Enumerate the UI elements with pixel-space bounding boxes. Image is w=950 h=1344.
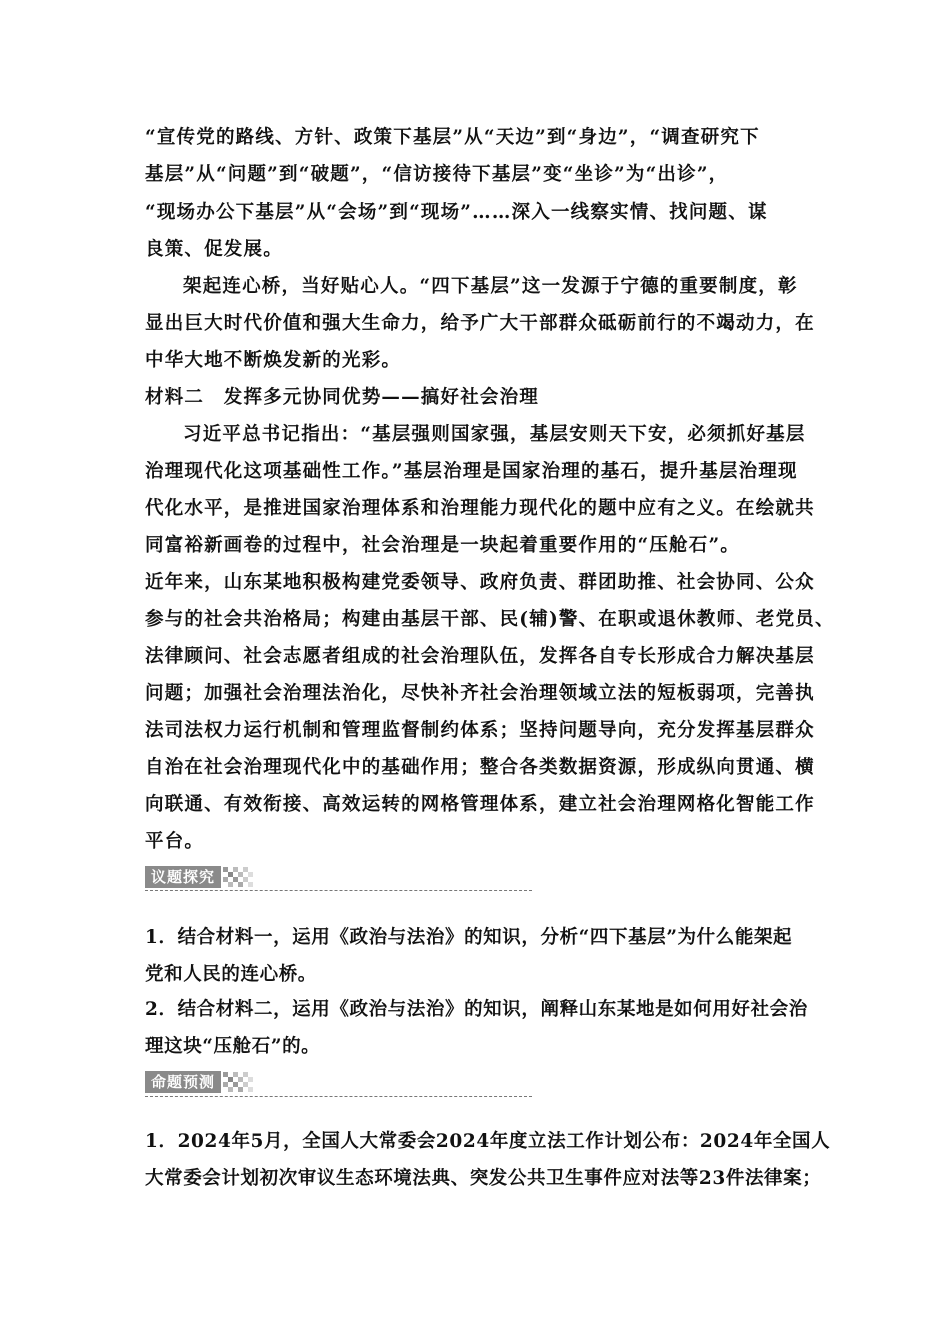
checker-decoration-icon — [223, 867, 253, 887]
section-heading: 材料二 发挥多元协同优势——搞好社会治理 — [145, 387, 540, 408]
section-tag-label: 议题探究 — [145, 866, 221, 888]
question-line: 1．2024年5月，全国人大常委会2024年度立法工作计划公布：2024年全国人 — [145, 1131, 831, 1152]
text-line: 法律顾问、社会志愿者组成的社会治理队伍，发挥各自专长形成合力解决基层 — [145, 646, 815, 667]
section-tag-prediction — [145, 1071, 253, 1093]
text-line: 架起连心桥，当好贴心人。“四下基层”这一发源于宁德的重要制度，彰 — [183, 276, 798, 297]
text-line: 近年来，山东某地积极构建党委领导、政府负责、群团助推、社会协同、公众 — [145, 572, 815, 593]
text-line: 向联通、有效衔接、高效运转的网格管理体系，建立社会治理网格化智能工作 — [145, 794, 815, 815]
divider — [145, 890, 532, 891]
divider — [145, 1096, 532, 1097]
checker-decoration-icon — [223, 1072, 253, 1092]
question-line: 2．结合材料二，运用《政治与法治》的知识，阐释山东某地是如何用好社会治 — [145, 999, 808, 1020]
text-line: “现场办公下基层”从“会场”到“现场”……深入一线察实情、找问题、谋 — [145, 202, 768, 223]
question-line: 理这块“压舱石”的。 — [145, 1036, 321, 1057]
text-line: 自治在社会治理现代化中的基础作用；整合各类数据资源，形成纵向贯通、横 — [145, 757, 815, 778]
question-line: 1．结合材料一，运用《政治与法治》的知识，分析“四下基层”为什么能架起 — [145, 927, 793, 948]
text-line: 中华大地不断焕发新的光彩。 — [145, 350, 402, 371]
text-line: 参与的社会共治格局；构建由基层干部、民(辅)警、在职或退休教师、老党员、 — [145, 609, 835, 630]
section-tag-label: 命题预测 — [145, 1071, 221, 1093]
text-line: 习近平总书记指出：“基层强则国家强，基层安则天下安，必须抓好基层 — [183, 424, 806, 445]
section-tag-topic-inquiry — [145, 866, 253, 888]
text-line: 良策、促发展。 — [145, 239, 283, 260]
text-line: 显出巨大时代价值和强大生命力，给予广大干部群众砥砺前行的不竭动力，在 — [145, 313, 815, 334]
question-line: 大常委会计划初次审议生态环境法典、突发公共卫生事件应对法等23件法律案； — [145, 1168, 822, 1189]
text-line: 法司法权力运行机制和管理监督制约体系；坚持问题导向，充分发挥基层群众 — [145, 720, 815, 741]
text-line: 问题；加强社会治理法治化，尽快补齐社会治理领域立法的短板弱项，完善执 — [145, 683, 815, 704]
text-line: 基层”从“问题”到“破题”，“信访接待下基层”变“坐诊”为“出诊”， — [145, 164, 729, 185]
question-line: 党和人民的连心桥。 — [145, 964, 317, 985]
text-line: 代化水平，是推进国家治理体系和治理能力现代化的题中应有之义。在绘就共 — [145, 498, 815, 519]
text-line: 平台。 — [145, 831, 205, 852]
text-line: 同富裕新画卷的过程中，社会治理是一块起着重要作用的“压舱石”。 — [145, 535, 740, 556]
text-line: 治理现代化这项基础性工作。”基层治理是国家治理的基石，提升基层治理现 — [145, 461, 798, 482]
text-line: “宣传党的路线、方针、政策下基层”从“天边”到“身边”，“调查研究下 — [145, 127, 760, 148]
